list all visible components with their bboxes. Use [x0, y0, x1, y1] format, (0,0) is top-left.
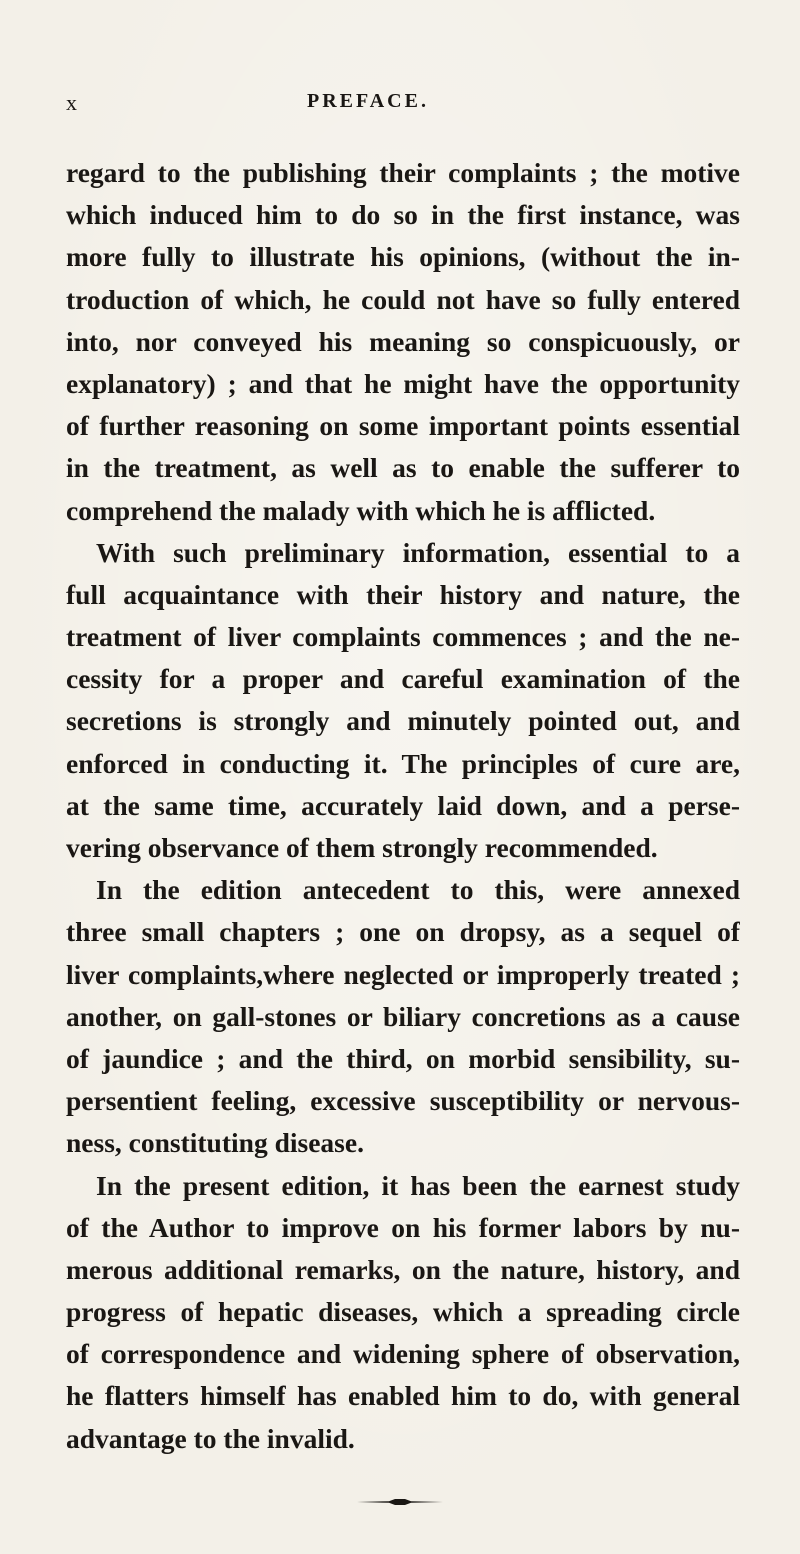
text-line: In the edition antecedent to this, were annexed — [96, 874, 740, 906]
text-line: secretions is strongly and minutely pointed out, and — [66, 705, 740, 737]
text-line: merous additional remarks, on the nature, history, and — [66, 1253, 740, 1285]
body-text — [66, 152, 740, 1460]
text-line: of correspondence and widening sphere of observation, — [66, 1338, 740, 1370]
text-line: another, on gall-stones or biliary concretions as a cause — [66, 1000, 740, 1032]
page-number: x — [66, 90, 78, 115]
text-line: cessity for a proper and careful examination of the — [66, 663, 740, 695]
text-line: advantage to the invalid. — [66, 1422, 355, 1454]
text-line: at the same time, accurately laid down, and a perse- — [66, 789, 740, 821]
text-line: With such preliminary information, essential to a — [96, 536, 740, 568]
text-line: ness, constituting disease. — [66, 1127, 364, 1159]
text-line: In the present edition, it has been the earnest study — [96, 1169, 740, 1201]
text-line: liver complaints,where neglected or improperly treated ; — [66, 958, 740, 990]
text-line: comprehend the malady with which he is afflicted. — [66, 494, 656, 526]
text-line: vering observance of them strongly recommended. — [66, 832, 658, 863]
text-line: he flatters himself has enabled him to do, with general — [66, 1380, 740, 1412]
tailpiece-ornament-icon — [355, 1496, 445, 1508]
text-line: regard to the publishing their complaints ; the motive — [66, 157, 740, 188]
text-line: of jaundice ; and the third, on morbid sensibility, su- — [66, 1042, 740, 1074]
text-line: into, nor conveyed his meaning so conspicuously, or — [66, 325, 740, 357]
text-line: progress of hepatic diseases, which a spreading circle — [66, 1296, 740, 1328]
text-line: enforced in conducting it. The principles of cure are, — [66, 747, 740, 779]
text-line: in the treatment, as well as to enable the sufferer to — [66, 452, 740, 484]
text-line: of further reasoning on some important points essential — [66, 410, 740, 442]
text-line: full acquaintance with their history and nature, the — [66, 578, 740, 610]
text-line: treatment of liver complaints commences ; and the ne- — [66, 621, 740, 653]
text-line: which induced him to do so in the first instance, was — [66, 199, 740, 231]
running-head — [0, 86, 800, 116]
text-line: three small chapters ; one on dropsy, as a sequel of — [66, 916, 740, 948]
text-line: persentient feeling, excessive susceptibility or nervous- — [66, 1085, 740, 1117]
text-line: more fully to illustrate his opinions, (without the in- — [66, 241, 740, 273]
text-line: of the Author to improve on his former labors by nu- — [66, 1211, 740, 1243]
running-title: PREFACE. — [307, 90, 429, 112]
text-line: explanatory) ; and that he might have the opportunity — [66, 367, 740, 399]
text-line: troduction of which, he could not have so fully entered — [66, 283, 740, 315]
